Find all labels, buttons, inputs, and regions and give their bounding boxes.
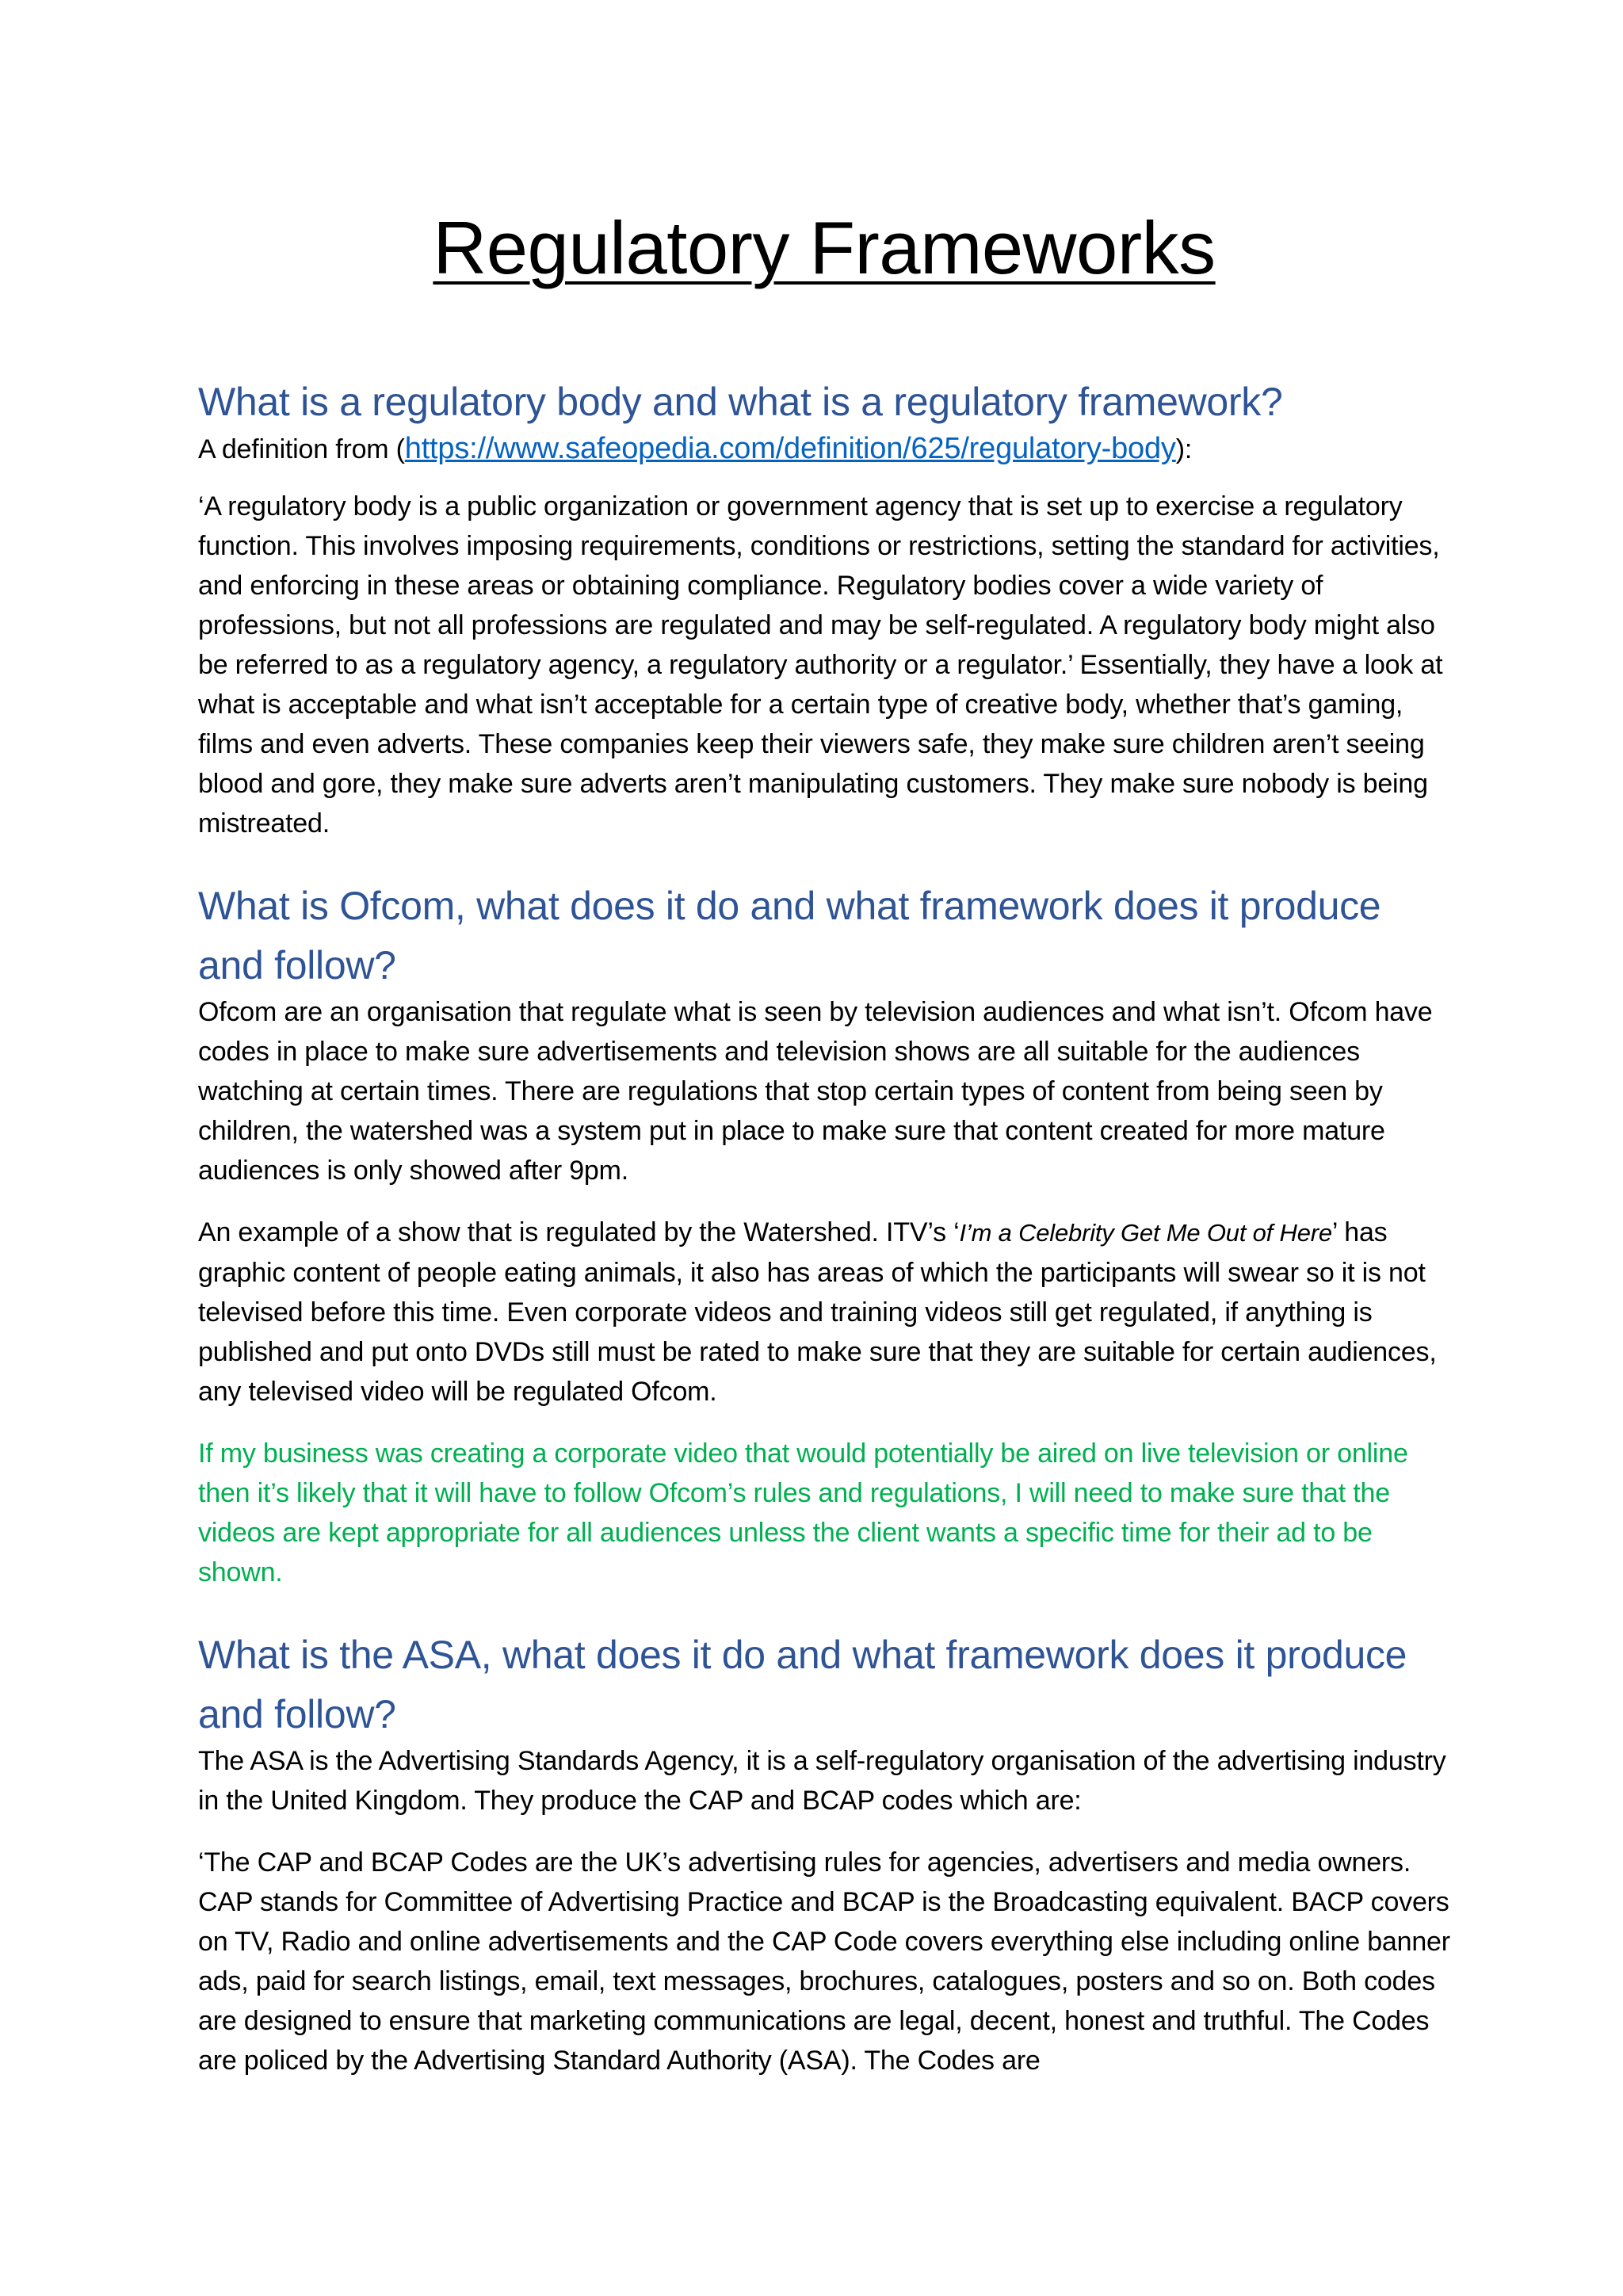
asa-paragraph-2: ‘The CAP and BCAP Codes are the UK’s advertising rules for agencies, advertisers and media owners. CAP stands for Committee of Advertising Practice and BCAP is the Broadcasting equivalent. BACP covers on TV, Radio and online advertisements and the CAP Code covers everything else including online banner ads, paid for search listings, email, text messages, brochures, catalogues, posters and so on. Both codes are designed to ensure that marketing communications are legal, decent, honest and truthful. The Codes are policed by the Advertising Standard Authority (ASA). The Codes are (198, 1847, 1450, 2076)
ofcom-paragraph-1: Ofcom are an organisation that regulate what is seen by television audiences and what isn’t. Ofcom have codes in place to make sure advertisements and television shows are all suitable for the audiences watching at certain times. There are regulations that stop certain types of content from being seen by children, the watershed was a system put in place to make sure that content created for more mature audiences is only showed after 9pm. (198, 997, 1433, 1186)
definition-source-line (198, 429, 1450, 469)
asa-paragraph-1: The ASA is the Advertising Standards Agency, it is a self-regulatory organisation of the advertising industry in the United Kingdom. They produce the CAP and BCAP codes which are: (198, 1746, 1446, 1816)
ofcom-paragraph-2-before: An example of a show that is regulated by the Watershed. ITV’s ‘ (198, 1217, 960, 1247)
ofcom-paragraph-2-after: ’ has graphic content of people eating animals, it also has areas of which the participants will swear so it is not televised before this time. Even corporate videos and training videos still get regulated, if anything is published and put onto DVDs still must be rated to make sure that they are suitable for certain audiences, any televised video will be regulated Ofcom. (198, 1217, 1437, 1407)
document-page (198, 202, 1450, 2080)
ofcom-business-paragraph: If my business was creating a corporate video that would potentially be aired on live television or online then it’s likely that it will have to follow Ofcom’s rules and regulations, I will need to make sure that the videos are kept appropriate for all audiences unless the client wants a specific time for their ad to be shown. (198, 1438, 1408, 1587)
section-heading-ofcom: What is Ofcom, what does it do and what framework does it produce and follow? (198, 884, 1381, 988)
safeopedia-link[interactable]: https://www.safeopedia.com/definition/625/regulatory-body (404, 432, 1176, 465)
definition-prefix: A definition from ( (198, 434, 405, 464)
page-title: Regulatory Frameworks (433, 206, 1216, 289)
ofcom-paragraph-2 (198, 1213, 1450, 1412)
section-heading-regulatory-body: What is a regulatory body and what is a regulatory framework? (198, 380, 1283, 424)
definition-suffix: ): (1175, 434, 1193, 464)
show-title-italic: I’m a Celebrity Get Me Out of Here (959, 1219, 1332, 1247)
section-heading-asa: What is the ASA, what does it do and what framework does it produce and follow? (198, 1633, 1407, 1736)
regulatory-body-paragraph: ‘A regulatory body is a public organization or government agency that is set up to exercise a regulatory function. This involves imposing requirements, conditions or restrictions, setting the standard for activities, and enforcing in these areas or obtaining compliance. Regulatory bodies cover a wide variety of professions, but not all professions are regulated and may be self-regulated. A regulatory body might also be referred to as a regulatory agency, a regulatory authority or a regulator.’ Essentially, they have a look at what is acceptable and what isn’t acceptable for a certain type of creative body, whether that’s gaming, films and even adverts. These companies keep their viewers safe, they make sure children aren’t seeing blood and gore, they make sure adverts aren’t manipulating customers. They make sure nobody is being mistreated. (198, 491, 1443, 839)
